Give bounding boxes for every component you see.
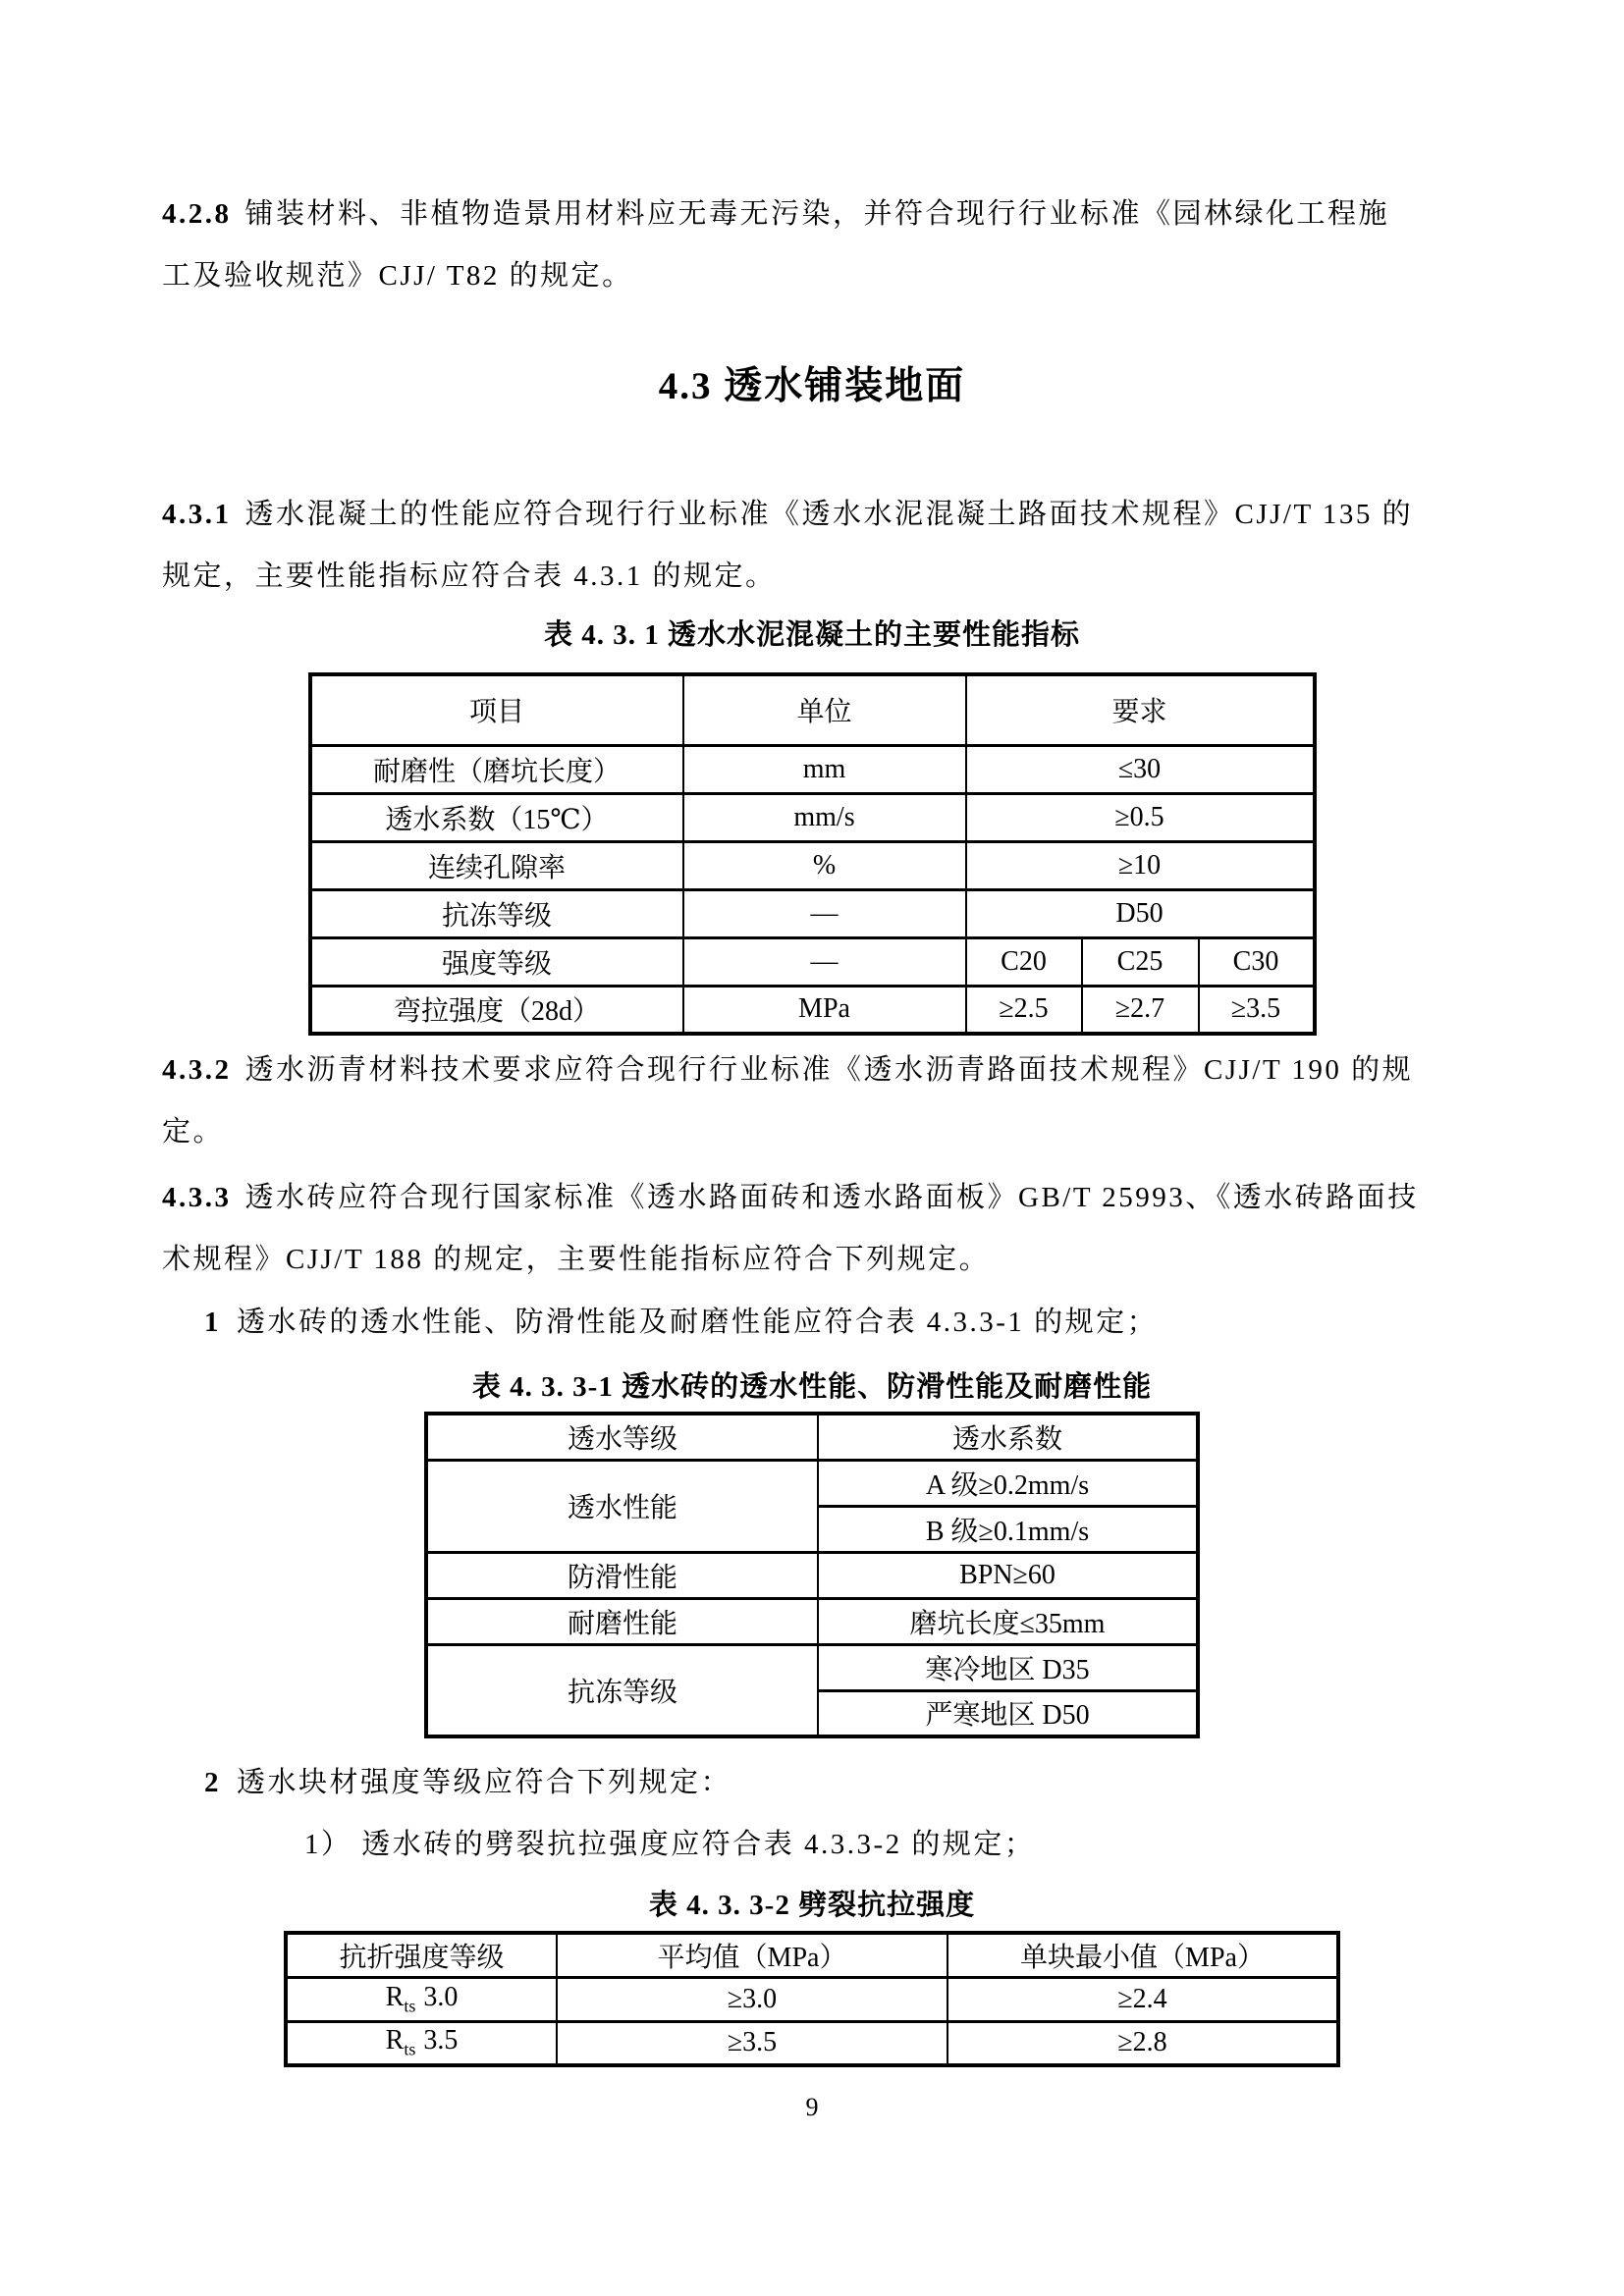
list-text: 1） 透水砖的劈裂抗拉强度应符合表 4.3.3-2 的规定； [304,1829,1036,1860]
header-cell-req: 要求 [966,674,1315,745]
table-cell [286,2021,557,2065]
section-heading: 4.3 透水铺装地面 [658,365,966,407]
table-cell: mm/s [683,793,966,841]
clause-text: 定。 [162,1116,225,1148]
header-cell-item: 项目 [310,674,683,745]
list-number: 2 [204,1767,221,1798]
table-cell: — [683,937,966,986]
table-cell: ≥2.4 [947,1977,1338,2021]
clause-text: 术规程》CJJ/T 188 的规定，主要性能指标应符合下列规定。 [162,1244,991,1275]
table-cell: — [683,889,966,937]
strength-grade: 3.0 [423,1981,459,2012]
table-cell: ≥2.7 [1082,986,1199,1034]
header-cell-grade: 透水等级 [426,1414,818,1460]
strength-grade: 3.5 [423,2025,459,2056]
table-row [310,745,1315,793]
strength-subscript: ts [404,2040,416,2060]
paragraph-4-3-2 [162,1040,1462,1163]
table-cell: 透水系数（15℃） [310,793,683,841]
table-cell: C20 [966,937,1082,986]
table-row [286,1977,1338,2021]
header-cell-avg: 平均值（MPa） [557,1933,947,1977]
table-cell: MPa [683,986,966,1034]
table-cell [286,1977,557,2021]
header-cell-min: 单块最小值（MPa） [947,1933,1338,1977]
table-cell: D50 [966,889,1315,937]
table-row [426,1644,1198,1690]
table-header-row [286,1933,1338,1977]
header-cell-grade: 抗折强度等级 [286,1933,557,1977]
table-row [310,793,1315,841]
table-row [310,937,1315,986]
list-text: 透水砖的透水性能、防滑性能及耐磨性能应符合表 4.3.3-1 的规定； [237,1307,1159,1338]
table-cell: ≥10 [966,841,1315,889]
clause-number: 4.3.1 [162,499,232,530]
paragraph-4-3-1 [162,484,1462,608]
clause-text: 工及验收规范》CJJ/ T82 的规定。 [162,260,633,292]
strength-symbol: R [385,2025,405,2056]
list-text: 透水块材强度等级应符合下列规定： [237,1767,732,1798]
table-header-row [310,674,1315,745]
text-line [162,546,1462,608]
text-line [162,1040,1462,1101]
paragraph-4-2-8 [162,184,1462,307]
table-cell: 抗冻等级 [310,889,683,937]
table-4-3-3-1 [424,1412,1200,1738]
table-cell: 严寒地区 D50 [818,1690,1198,1736]
clause-text: 规定，主要性能指标应符合表 4.3.1 的规定。 [162,561,777,592]
table-cell: 寒冷地区 D35 [818,1644,1198,1690]
table-cell: 防滑性能 [426,1552,818,1598]
paragraph-4-3-3 [162,1167,1462,1291]
text-line [304,1814,1462,1876]
table-header-row [426,1414,1198,1460]
table-cell: BPN≥60 [818,1552,1198,1598]
clause-text: 透水沥青材料技术要求应符合现行行业标准《透水沥青路面技术规程》CJJ/T 190 的规 [244,1054,1414,1086]
table-cell: 抗冻等级 [426,1644,818,1736]
text-line [162,1167,1462,1229]
table-cell: ≤30 [966,745,1315,793]
table-row [310,986,1315,1034]
table-cell: A 级≥0.2mm/s [818,1460,1198,1506]
strength-subscript: ts [404,1996,416,2016]
page-number: 9 [805,2093,819,2121]
table-cell: 耐磨性能 [426,1598,818,1644]
table-row [426,1460,1198,1506]
strength-symbol: R [385,1981,405,2012]
text-line [162,184,1462,245]
text-line [162,484,1462,546]
text-line [162,1101,1462,1163]
table-cell: ≥3.5 [1199,986,1315,1034]
table-cell: 耐磨性（磨坑长度） [310,745,683,793]
table-4-3-3-2-title: 表 4. 3. 3-2 劈裂抗拉强度 [648,1890,976,1921]
text-line [162,245,1462,307]
table-cell: C30 [1199,937,1315,986]
text-line [162,1229,1462,1291]
sub-list-item-1 [162,1814,1462,1876]
table-row [310,889,1315,937]
table-4-3-1 [308,672,1317,1036]
table-cell: ≥3.0 [557,1977,947,2021]
table-cell: ≥3.5 [557,2021,947,2065]
clause-text: 铺装材料、非植物造景用材料应无毒无污染，并符合现行行业标准《园林绿化工程施 [244,198,1390,230]
table-4-3-3-2 [284,1931,1340,2067]
table-cell: ≥2.8 [947,2021,1338,2065]
clause-number: 4.2.8 [162,198,232,230]
table-cell: % [683,841,966,889]
table-row [310,841,1315,889]
clause-text: 透水混凝土的性能应符合现行行业标准《透水水泥混凝土路面技术规程》CJJ/T 135 的 [244,499,1414,530]
clause-number: 4.3.2 [162,1054,232,1086]
table-4-3-3-1-title: 表 4. 3. 3-1 透水砖的透水性能、防滑性能及耐磨性能 [471,1371,1153,1403]
text-line [204,1292,1462,1354]
table-cell: ≥0.5 [966,793,1315,841]
table-4-3-1-title: 表 4. 3. 1 透水水泥混凝土的主要性能指标 [543,619,1080,651]
table-cell: B 级≥0.1mm/s [818,1506,1198,1552]
table-cell: 强度等级 [310,937,683,986]
table-cell: C25 [1082,937,1199,986]
table-cell: 磨坑长度≤35mm [818,1598,1198,1644]
table-row [286,2021,1338,2065]
header-cell-coef: 透水系数 [818,1414,1198,1460]
table-row [426,1598,1198,1644]
header-cell-unit: 单位 [683,674,966,745]
list-item-1 [162,1292,1462,1354]
text-line [204,1752,1462,1814]
clause-text: 透水砖应符合现行国家标准《透水路面砖和透水路面板》GB/T 25993、《透水砖路面技 [244,1182,1419,1213]
table-cell: 弯拉强度（28d） [310,986,683,1034]
list-number: 1 [204,1307,221,1338]
table-cell: 透水性能 [426,1460,818,1552]
clause-number: 4.3.3 [162,1182,232,1213]
table-cell: ≥2.5 [966,986,1082,1034]
table-cell: 连续孔隙率 [310,841,683,889]
table-cell: mm [683,745,966,793]
table-row [426,1552,1198,1598]
list-item-2 [162,1752,1462,1814]
